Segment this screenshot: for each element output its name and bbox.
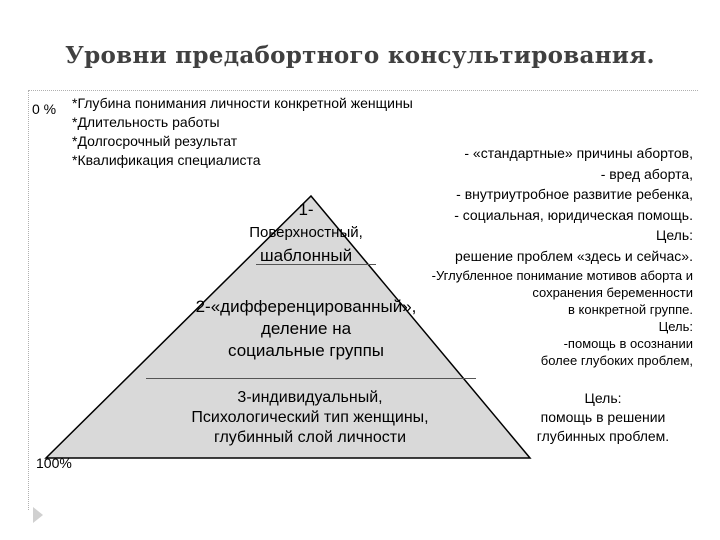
deep-item: более глубоких проблем, bbox=[540, 353, 693, 368]
standard-level-description bbox=[396, 143, 693, 266]
differentiated-level-description bbox=[383, 267, 693, 369]
standard-item: - социальная, юридическая помощь. bbox=[454, 206, 693, 223]
page-title: Уровни предабортного консультирования. bbox=[65, 42, 655, 69]
level-3-line: Психологический тип женщины, bbox=[191, 409, 429, 426]
individual-item: глубинных проблем. bbox=[536, 428, 670, 444]
level-1-line: шаблонный bbox=[259, 246, 353, 265]
criteria-list bbox=[72, 94, 413, 170]
individual-level-description bbox=[508, 389, 698, 446]
level-1-number: 1- bbox=[298, 200, 314, 219]
level-1-label bbox=[236, 197, 376, 269]
standard-goal-label: Цель: bbox=[655, 227, 693, 243]
standard-goal-text: решение проблем «здесь и сейчас». bbox=[455, 247, 693, 264]
level-2-line: 2-«дифференцированный», bbox=[195, 297, 417, 316]
deep-item: -Углубленное понимание мотивов аборта и bbox=[431, 268, 693, 283]
deep-item: в конкретной группе. bbox=[568, 302, 693, 317]
criteria-item: *Длительность работы bbox=[72, 114, 220, 130]
standard-item: - «стандартные» причины абортов, bbox=[464, 145, 693, 161]
deep-item: сохранения беременности bbox=[532, 285, 693, 300]
scale-bottom-label: 100% bbox=[36, 455, 72, 471]
level-3-line: 3-индивидуальный, bbox=[237, 389, 383, 406]
standard-item: - вред аборта, bbox=[600, 165, 693, 182]
level-divider-2 bbox=[146, 378, 476, 379]
criteria-item: *Квалификация специалиста bbox=[72, 152, 261, 168]
deep-goal-label: Цель: bbox=[658, 319, 693, 334]
level-2-line: деление на bbox=[260, 319, 352, 338]
level-1-line: Поверхностный, bbox=[249, 224, 363, 241]
standard-item: - внутриутробное развитие ребенка, bbox=[456, 186, 693, 202]
scale-top-label: 0 % bbox=[32, 101, 57, 117]
criteria-item: *Долгосрочный результат bbox=[72, 133, 238, 149]
deep-item: -помощь в осознании bbox=[563, 336, 693, 351]
slide-corner-arrow-icon bbox=[33, 507, 43, 523]
individual-item: помощь в решении bbox=[540, 409, 666, 425]
criteria-item: *Глубина понимания личности конкретной женщины bbox=[72, 95, 413, 111]
level-3-label bbox=[160, 388, 460, 448]
individual-goal-label: Цель: bbox=[584, 390, 622, 406]
level-2-line: социальные группы bbox=[228, 341, 384, 360]
level-3-line: глубинный слой личности bbox=[213, 429, 407, 446]
